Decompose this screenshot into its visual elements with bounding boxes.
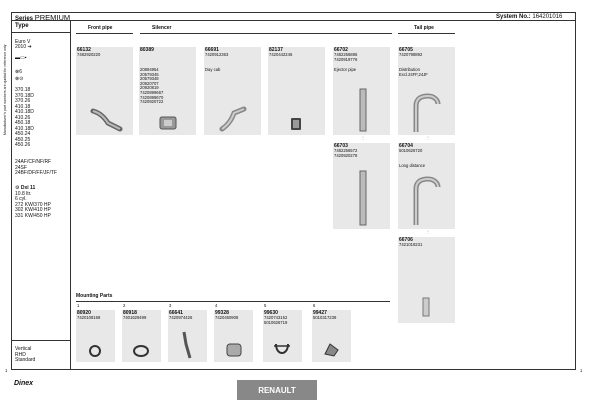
oe-number: 7420108168	[77, 315, 101, 320]
tail-pipe-long-image	[410, 175, 442, 227]
mount-index: 4	[215, 303, 218, 308]
mount-index: 3	[169, 303, 172, 308]
model-item: 450.18	[15, 120, 31, 126]
oe-number: 5010626719	[264, 320, 288, 325]
model-item: 450.25	[15, 136, 31, 143]
axle-config-icon-a: ⊗6	[15, 69, 22, 75]
axle-list	[15, 160, 57, 177]
part-number: 99630	[264, 310, 278, 316]
position-item: RHD	[15, 351, 26, 358]
position-divider	[11, 340, 71, 341]
arrow-right-icon: ➔	[27, 44, 32, 50]
engine-item: 272 KW/370 HP	[15, 201, 51, 208]
bracket-icon	[322, 340, 342, 358]
series-label: Series	[15, 16, 34, 22]
oe-number: 7420974426	[169, 315, 193, 320]
model-item: 370.26	[15, 98, 31, 104]
part-note: Day cab	[205, 67, 221, 72]
make-button-renault[interactable]: RENAULT	[237, 380, 317, 400]
engine-icon: ⚙	[15, 185, 21, 191]
intermediate-pipe-image	[218, 105, 248, 133]
ref-number: 20579345	[140, 71, 159, 77]
part-number: 66703	[334, 143, 348, 149]
mount-index: 5	[264, 303, 267, 308]
oe-number: 5010626720	[399, 148, 423, 153]
oe-number: 7420912363	[205, 52, 229, 57]
straight-pipe-image	[358, 169, 368, 227]
oe-number: 7401629499	[123, 315, 147, 320]
year-row	[15, 45, 32, 51]
part-card-80389[interactable]	[139, 47, 196, 135]
dinex-logo: Dinex	[14, 380, 34, 387]
part-number: 99427	[313, 310, 327, 316]
flex-hose-icon	[180, 330, 194, 360]
position-item: Standard	[15, 357, 36, 363]
oe-number: 7420919776	[334, 57, 358, 62]
oe-number: 7421019231	[399, 242, 423, 247]
part-card-66706[interactable]	[398, 237, 455, 323]
tail-pipe-heading: Tail pipe	[414, 25, 434, 31]
system-label: System No.:	[496, 14, 531, 20]
ring-clamp-icon	[88, 344, 102, 358]
oe-number: 7420450908	[215, 315, 239, 320]
mount-card-99328[interactable]	[214, 310, 253, 362]
mounting-title: Mounting Parts	[76, 293, 113, 299]
mount-index: 1	[77, 303, 80, 308]
short-pipe-image	[422, 297, 430, 317]
part-number: 66691	[205, 47, 219, 53]
mount-card-80920[interactable]	[76, 310, 115, 362]
tail-pipe-rule	[398, 33, 455, 34]
part-number: 66702	[334, 47, 348, 53]
part-card-82137[interactable]	[268, 47, 325, 135]
engine-item: 302 KW/410 HP	[15, 207, 51, 213]
engine-item: 331 KW/450 HP	[15, 212, 51, 219]
oe-number: 7420442246	[269, 52, 293, 57]
mount-card-99630[interactable]	[263, 310, 302, 362]
type-divider	[11, 32, 71, 33]
side-note: Manufacturer's part numbers are quoted for reference only	[3, 44, 7, 135]
part-card-66702[interactable]	[333, 47, 390, 135]
axle-item: 24BF/DF/FF/JF/TF	[15, 170, 57, 176]
system-value: 164201016	[532, 14, 563, 20]
part-card-66703[interactable]	[333, 143, 390, 229]
silencer-image	[159, 115, 177, 131]
front-pipe-rule	[76, 33, 133, 34]
part-note: Ejector pipe	[334, 67, 357, 72]
part-number: 66705	[399, 47, 413, 53]
model-item: 370.18D	[15, 92, 34, 99]
axle-config-icon-b: ⊗⊙	[15, 76, 24, 82]
ref-number: 20920707	[140, 80, 159, 86]
mount-card-80918[interactable]	[122, 310, 161, 362]
part-number: 66641	[169, 310, 183, 316]
position-list	[15, 347, 35, 364]
oe-number: 7482256886	[334, 52, 358, 57]
ejector-pipe-image	[358, 87, 368, 133]
part-note: Long distance	[399, 163, 426, 168]
u-bolt-icon	[273, 342, 291, 358]
model-item: 410.26	[15, 114, 31, 121]
oe-number: 7420743152	[264, 315, 288, 320]
part-number: 80918	[123, 310, 137, 316]
part-note: Excl.24FF,24JF	[399, 72, 428, 77]
engine-item: 10.8 ltr.	[15, 190, 32, 197]
ref-number: 7420920722	[140, 99, 164, 105]
model-item: 410.18D	[15, 125, 34, 132]
silencer-heading: Silencer	[152, 25, 172, 31]
model-item: 370.18	[15, 87, 31, 93]
ref-number: 20894954	[140, 67, 159, 72]
mount-card-66641[interactable]	[168, 310, 207, 362]
mount-index: 2	[123, 303, 126, 308]
ref-number: 7420899670	[140, 94, 164, 100]
engine-item: 6 cyl.	[15, 196, 27, 202]
ref-number: 20579348	[140, 76, 159, 82]
part-number: 82137	[269, 47, 283, 53]
page-number-left: 1	[5, 368, 8, 373]
part-card-66705[interactable]	[398, 47, 455, 135]
axle-item: 24SF	[15, 164, 27, 171]
mount-card-99427[interactable]	[312, 310, 351, 362]
front-pipe-image	[90, 107, 124, 133]
engine-name: ⚙ Dxi 11	[15, 185, 36, 191]
connector-dots: ⋮	[426, 229, 430, 234]
clamp-image	[290, 117, 302, 131]
band-clamp-icon	[132, 344, 150, 358]
oe-number: 7420798892	[399, 52, 423, 57]
model-item: 410.18	[15, 103, 31, 110]
part-number: 66706	[399, 237, 413, 243]
year-label: 2010	[15, 44, 27, 50]
oe-number: 7482920220	[77, 52, 101, 57]
axle-item: 24AF/CF/NF/RF	[15, 159, 52, 165]
model-item: 450.24	[15, 131, 31, 137]
model-item: 410.18D	[15, 109, 34, 115]
part-number: 80920	[77, 310, 91, 316]
part-card-66132[interactable]	[76, 47, 133, 135]
part-number: 99328	[215, 310, 229, 316]
front-pipe-heading: Front pipe	[88, 25, 113, 31]
tail-pipe-image	[410, 92, 442, 134]
connector-dots: ⋮	[426, 135, 430, 140]
part-card-66691[interactable]	[204, 47, 261, 135]
page-number-right: 1	[580, 368, 583, 373]
part-note: Distribution	[399, 67, 420, 72]
part-number: 80389	[140, 47, 154, 53]
ref-list	[140, 68, 163, 105]
header-divider	[11, 20, 576, 21]
system-heading	[496, 14, 562, 20]
mounting-rule	[76, 301, 390, 302]
type-heading: Type	[15, 23, 29, 29]
part-number: 66704	[399, 143, 413, 149]
ref-number: 20920819	[140, 85, 159, 91]
oe-number: 7420920278	[334, 153, 358, 158]
truck-icon: ▬▭▪	[15, 55, 27, 61]
mount-index: 6	[313, 303, 316, 308]
engine-list	[15, 186, 51, 219]
part-card-66704[interactable]	[398, 143, 455, 229]
model-item: 450.26	[15, 142, 31, 148]
oe-number: 5010317239	[313, 315, 337, 320]
norm-label: Euro V	[15, 39, 31, 45]
part-number: 66132	[77, 47, 91, 53]
ref-number: 7420899667	[140, 89, 164, 95]
silencer-rule	[140, 33, 392, 34]
position-item: Vertical	[15, 346, 32, 352]
connector-dots: ⋮	[361, 135, 365, 140]
series-value: PREMIUM	[34, 13, 71, 22]
oe-number: 7482256572	[334, 148, 358, 153]
model-list	[15, 88, 34, 149]
sleeve-connector-icon	[225, 342, 243, 358]
